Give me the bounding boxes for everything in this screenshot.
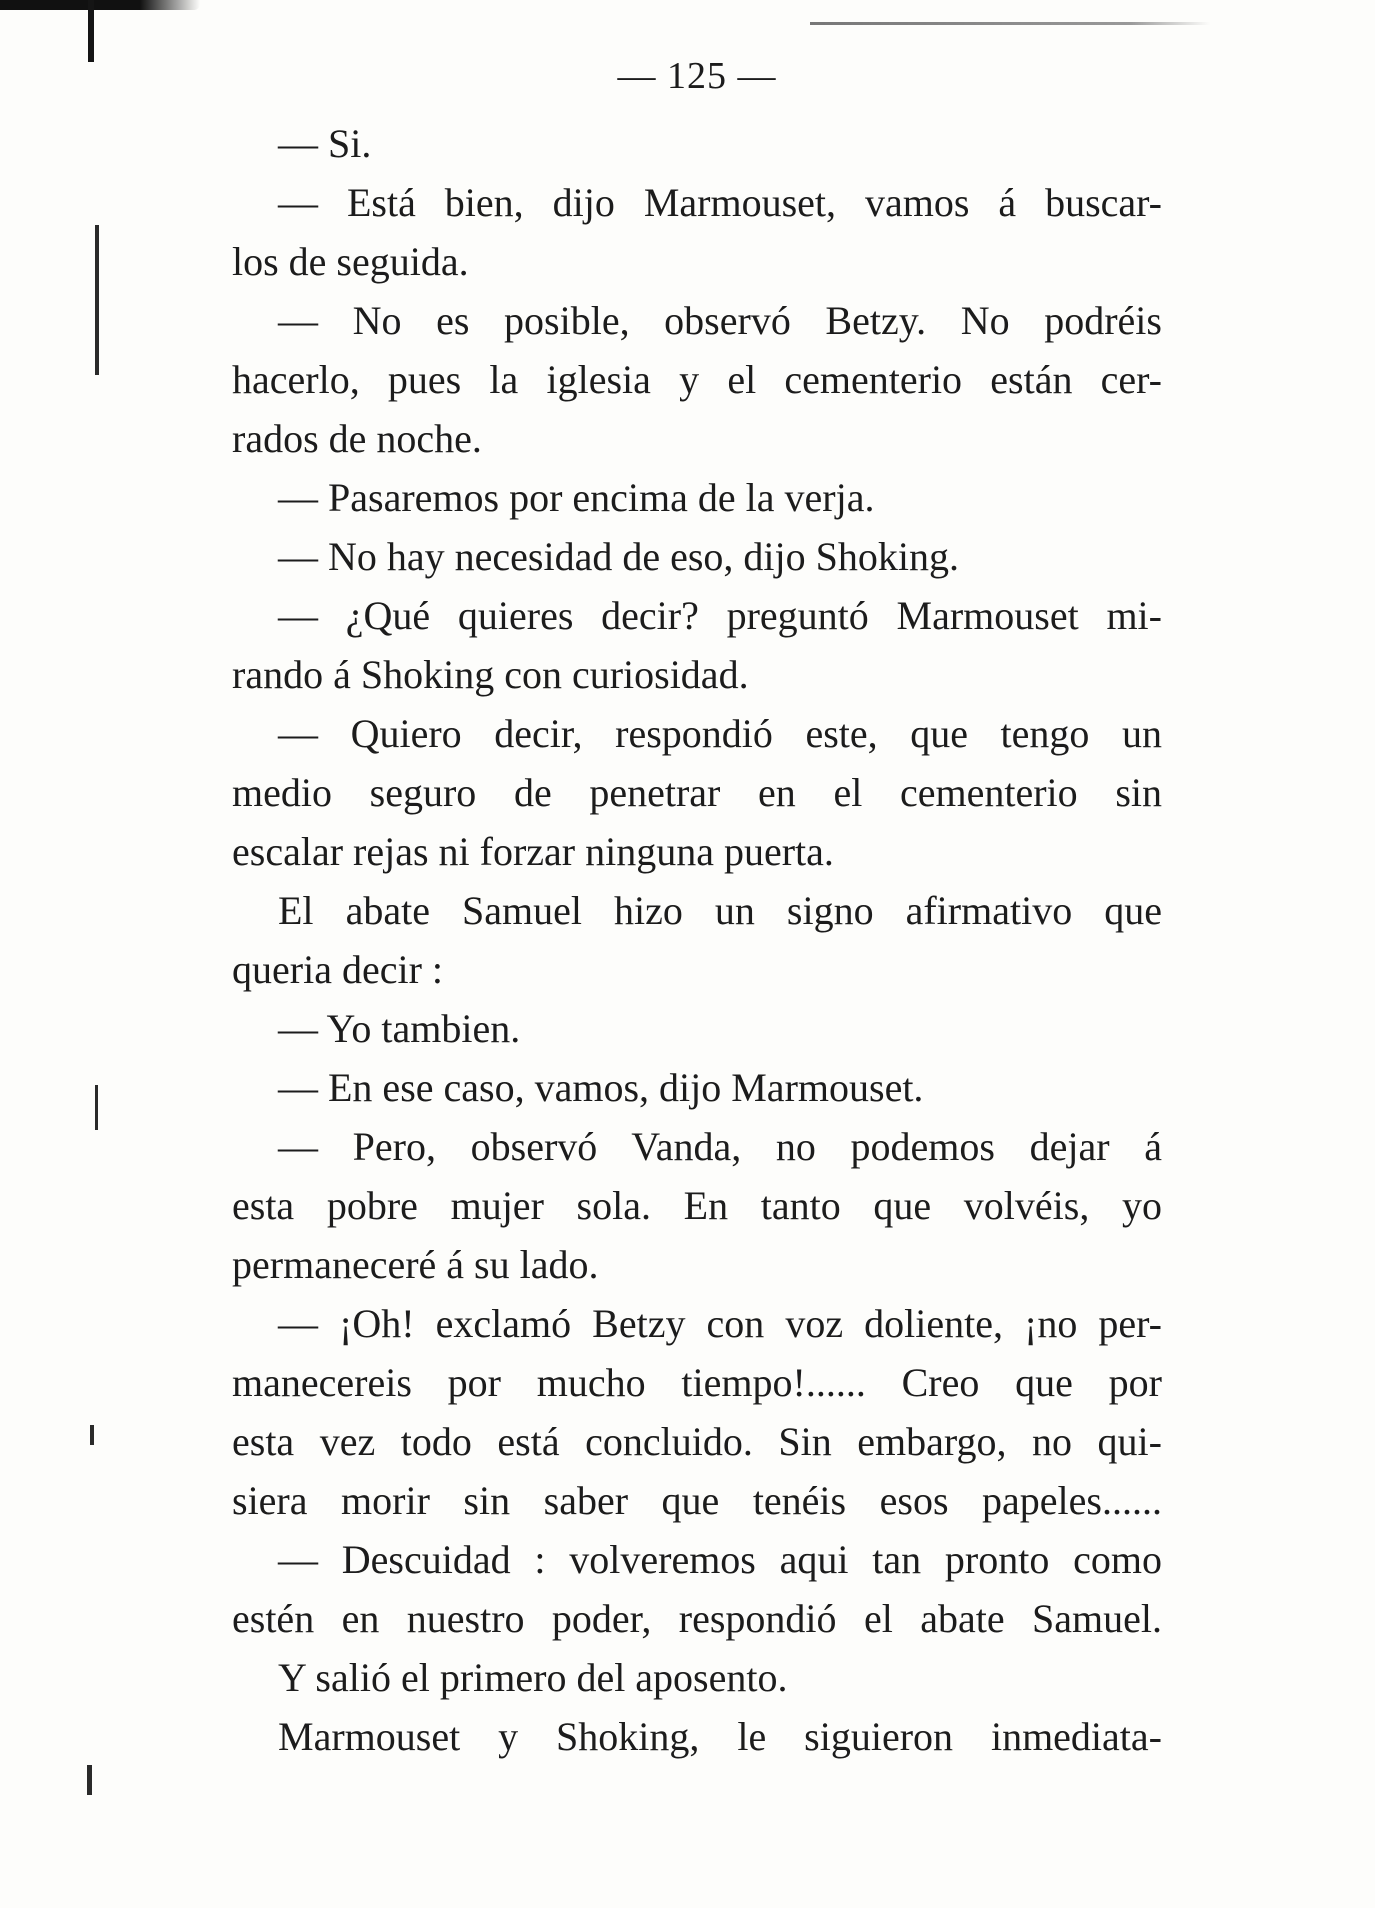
text-line: — Yo tambien. bbox=[278, 1006, 521, 1051]
top-left-rule bbox=[0, 0, 200, 10]
margin-mark bbox=[90, 1425, 94, 1445]
text-line: Y salió el primero del aposento. bbox=[278, 1655, 788, 1700]
text-line: hacerlo, pues la iglesia y el cementerio están cer- bbox=[232, 357, 1162, 402]
margin-mark bbox=[95, 225, 99, 375]
margin-mark bbox=[87, 1765, 92, 1795]
text-line: — Si. bbox=[278, 121, 372, 166]
page-number: — 125 — bbox=[617, 55, 777, 97]
text-line: manecereis por mucho tiempo!...... Creo que por bbox=[232, 1360, 1162, 1405]
margin-mark bbox=[95, 1085, 98, 1130]
top-left-stem bbox=[88, 0, 94, 62]
text-line: rando á Shoking con curiosidad. bbox=[232, 652, 749, 697]
text-line: El abate Samuel hizo un signo afirmativo que bbox=[278, 888, 1162, 933]
text-line: — Descuidad : volveremos aqui tan pronto como bbox=[278, 1537, 1162, 1582]
text-line: — En ese caso, vamos, dijo Marmouset. bbox=[278, 1065, 924, 1110]
text-line: rados de noche. bbox=[232, 416, 482, 461]
text-line: — ¿Qué quieres decir? preguntó Marmouset mi- bbox=[278, 593, 1162, 638]
text-line: permaneceré á su lado. bbox=[232, 1242, 599, 1287]
text-line: esta vez todo está concluido. Sin embargo, no qui- bbox=[232, 1419, 1162, 1464]
text-line: — No es posible, observó Betzy. No podréis bbox=[278, 298, 1162, 343]
text-line: queria decir : bbox=[232, 947, 443, 992]
text-line: Marmouset y Shoking, le siguieron inmediata- bbox=[278, 1714, 1162, 1759]
text-line: los de seguida. bbox=[232, 239, 469, 284]
text-line: — Pasaremos por encima de la verja. bbox=[278, 475, 875, 520]
text-line: — Está bien, dijo Marmouset, vamos á buscar- bbox=[278, 180, 1162, 225]
text-line: estén en nuestro poder, respondió el abate Samuel. bbox=[232, 1596, 1162, 1641]
text-line: esta pobre mujer sola. En tanto que volvéis, yo bbox=[232, 1183, 1162, 1228]
text-line: — ¡Oh! exclamó Betzy con voz doliente, ¡no per- bbox=[278, 1301, 1162, 1346]
text-line: escalar rejas ni forzar ninguna puerta. bbox=[232, 829, 834, 874]
text-line: — No hay necesidad de eso, dijo Shoking. bbox=[278, 534, 959, 579]
text-line: — Pero, observó Vanda, no podemos dejar á bbox=[278, 1124, 1162, 1169]
text-line: — Quiero decir, respondió este, que tengo un bbox=[278, 711, 1162, 756]
text-line: medio seguro de penetrar en el cementerio sin bbox=[232, 770, 1162, 815]
top-right-rule bbox=[810, 22, 1210, 25]
text-line: siera morir sin saber que tenéis esos papeles...... bbox=[232, 1478, 1162, 1523]
